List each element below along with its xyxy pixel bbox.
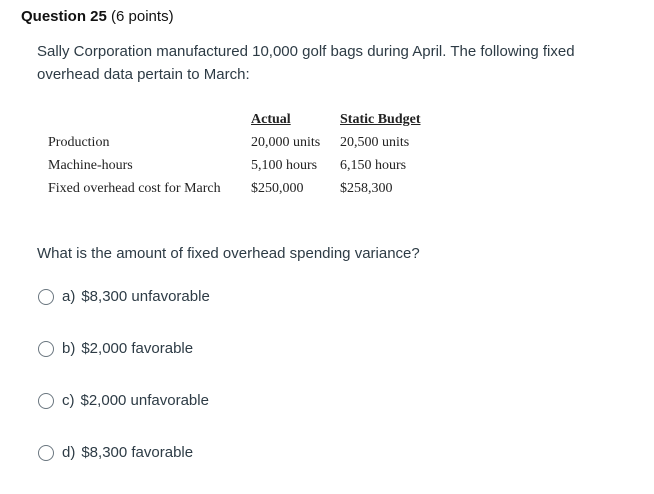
table-row bbox=[48, 131, 421, 154]
option-text: $8,300 unfavorable bbox=[81, 288, 210, 305]
table-header-row bbox=[48, 108, 421, 131]
radio-button-icon[interactable] bbox=[38, 445, 54, 461]
option-text: $2,000 unfavorable bbox=[80, 392, 209, 409]
question-points: (6 points) bbox=[111, 8, 174, 25]
table-row bbox=[48, 177, 421, 200]
answer-option-b[interactable] bbox=[38, 340, 193, 357]
header-static-budget: Static Budget bbox=[340, 111, 421, 127]
row-actual: 5,100 hours bbox=[251, 157, 318, 173]
answer-option-a[interactable] bbox=[38, 288, 210, 305]
answer-option-d[interactable] bbox=[38, 444, 193, 461]
radio-button-icon[interactable] bbox=[38, 289, 54, 305]
option-letter: c) bbox=[62, 392, 75, 409]
radio-button-icon[interactable] bbox=[38, 341, 54, 357]
table-row bbox=[48, 154, 421, 177]
option-letter: a) bbox=[62, 288, 76, 305]
radio-button-icon[interactable] bbox=[38, 393, 54, 409]
option-text: $8,300 favorable bbox=[81, 444, 194, 461]
row-static: 20,500 units bbox=[340, 134, 410, 150]
row-static: $258,300 bbox=[340, 180, 393, 196]
row-label: Production bbox=[48, 134, 110, 150]
row-actual: $250,000 bbox=[251, 180, 304, 196]
header-blank bbox=[48, 108, 251, 131]
overhead-data-table bbox=[48, 108, 421, 200]
row-static: 6,150 hours bbox=[340, 157, 407, 173]
question-header bbox=[21, 8, 174, 25]
header-actual: Actual bbox=[251, 111, 291, 127]
question-title: Question 25 bbox=[21, 8, 107, 25]
option-text: $2,000 favorable bbox=[81, 340, 194, 357]
row-actual: 20,000 units bbox=[251, 134, 321, 150]
answer-option-c[interactable] bbox=[38, 392, 209, 409]
question-prompt: What is the amount of fixed overhead spending variance? bbox=[37, 245, 420, 262]
option-letter: b) bbox=[62, 340, 76, 357]
option-letter: d) bbox=[62, 444, 76, 461]
question-text: Sally Corporation manufactured 10,000 golf bags during April. The following fixed overhead data pertain to March: bbox=[37, 43, 575, 83]
row-label: Machine-hours bbox=[48, 157, 133, 173]
row-label: Fixed overhead cost for March bbox=[48, 180, 221, 196]
